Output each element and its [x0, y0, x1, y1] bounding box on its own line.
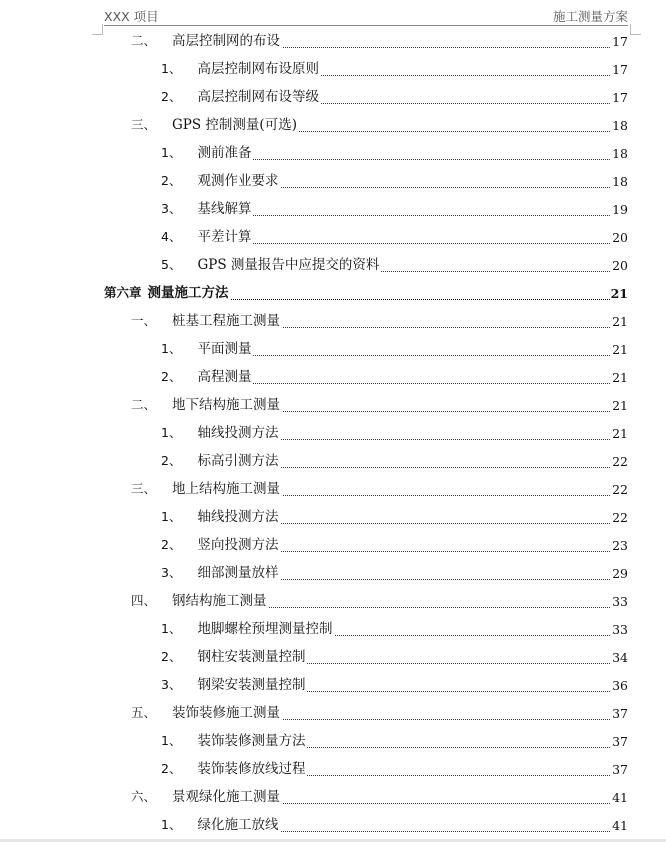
- toc-entry[interactable]: [0, 677, 666, 697]
- toc-entry[interactable]: [0, 369, 666, 389]
- toc-entry-title: 装饰装修施工测量: [172, 705, 281, 721]
- toc-entry-title: 景观绿化施工测量: [172, 789, 281, 805]
- toc-chapter-entry[interactable]: [0, 285, 666, 305]
- toc-page-number: 21: [612, 398, 628, 413]
- toc-entry-label: [161, 533, 280, 553]
- toc-page-number: 41: [612, 818, 628, 833]
- toc-entry[interactable]: [0, 733, 666, 753]
- toc-entry-number: 1、: [161, 341, 182, 356]
- toc-page-number: 33: [612, 622, 628, 637]
- toc-page-number: 37: [612, 734, 628, 749]
- toc-entry[interactable]: [0, 89, 666, 109]
- toc-entry-label: [161, 673, 307, 693]
- toc-entry-title: 测量施工方法: [147, 285, 229, 301]
- toc-page-number: 17: [612, 90, 628, 105]
- toc-entry-label: [131, 477, 282, 497]
- toc-entry-title: 平差计算: [197, 229, 252, 245]
- toc-entry-number: 六、: [131, 789, 157, 804]
- toc-entry-number: 二、: [131, 397, 157, 412]
- toc-page-number: 21: [610, 286, 628, 301]
- toc-entry-title: GPS 测量报告中应提交的资料: [197, 257, 380, 273]
- toc-entry-title: 测前准备: [197, 145, 252, 161]
- toc-entry-number: 2、: [161, 761, 182, 776]
- toc-page-number: 19: [612, 202, 628, 217]
- toc-entry-label: [161, 337, 253, 357]
- toc-entry-number: 1、: [161, 61, 182, 76]
- toc-entry-label: [161, 645, 307, 665]
- toc-entry-label: [161, 617, 334, 637]
- toc-page-number: 21: [612, 370, 628, 385]
- toc-entry[interactable]: [0, 117, 666, 137]
- toc-page-number: 21: [612, 342, 628, 357]
- toc-entry-label: [161, 169, 280, 189]
- toc-entry-label: [131, 785, 282, 805]
- toc-page-number: 18: [612, 146, 628, 161]
- toc-entry[interactable]: [0, 425, 666, 445]
- toc-page-number: 17: [612, 34, 628, 49]
- toc-entry[interactable]: [0, 761, 666, 781]
- toc-entry-label: [161, 561, 280, 581]
- toc-entry[interactable]: [0, 313, 666, 333]
- toc-page-number: 22: [612, 510, 628, 525]
- toc-entry-number: 2、: [161, 173, 182, 188]
- toc-entry[interactable]: [0, 817, 666, 837]
- toc-page-number: 37: [612, 706, 628, 721]
- toc-page-number: 17: [612, 62, 628, 77]
- toc-entry-label: [161, 141, 253, 161]
- toc-entry[interactable]: [0, 593, 666, 613]
- toc-entry-title: 钢结构施工测量: [172, 593, 267, 609]
- toc-entry-number: 3、: [161, 677, 182, 692]
- toc-entry[interactable]: [0, 341, 666, 361]
- toc-entry-number: 1、: [161, 817, 182, 832]
- toc-entry-title: 高程测量: [197, 369, 252, 385]
- toc-entry-number: 3、: [161, 565, 182, 580]
- toc-entry-number: 2、: [161, 453, 182, 468]
- toc-entry[interactable]: [0, 453, 666, 473]
- toc-page-number: 37: [612, 762, 628, 777]
- toc-entry-title: 轴线投测方法: [197, 509, 279, 525]
- toc-entry-number: 第六章: [104, 285, 142, 300]
- toc-entry-number: 1、: [161, 621, 182, 636]
- header-project-name: XXX 项目: [104, 9, 159, 24]
- toc-entry[interactable]: [0, 649, 666, 669]
- toc-page-number: 29: [612, 566, 628, 581]
- toc-page-number: 41: [612, 790, 628, 805]
- toc-entry[interactable]: [0, 705, 666, 725]
- toc-entry-label: [131, 589, 269, 609]
- toc-entry-title: 基线解算: [197, 201, 252, 217]
- toc-entry[interactable]: [0, 565, 666, 585]
- toc-entry-label: [161, 225, 253, 245]
- toc-page-number: 23: [612, 538, 628, 553]
- toc-entry-title: 绿化施工放线: [197, 817, 279, 833]
- header-rule: [104, 25, 628, 26]
- toc-entry-title: 钢梁安装测量控制: [197, 677, 306, 693]
- toc-entry-title: 桩基工程施工测量: [172, 313, 281, 329]
- toc-entry-label: [131, 113, 299, 133]
- toc-entry-label: [131, 701, 282, 721]
- toc-entry-title: GPS 控制测量(可选): [172, 117, 297, 133]
- toc-entry-number: 1、: [161, 733, 182, 748]
- toc-entry-title: 细部测量放样: [197, 565, 279, 581]
- toc-page-number: 18: [612, 118, 628, 133]
- toc-entry-title: 竖向投测方法: [197, 537, 279, 553]
- toc-page-number: 18: [612, 174, 628, 189]
- toc-entry-label: [131, 309, 282, 329]
- toc-entry-title: 观测作业要求: [197, 173, 279, 189]
- toc-entry-label: [131, 29, 282, 49]
- toc-entry[interactable]: [0, 397, 666, 417]
- toc-page-number: 21: [612, 426, 628, 441]
- toc-entry-number: 二、: [131, 33, 157, 48]
- toc-page-number: 21: [612, 314, 628, 329]
- toc-entry-label: [161, 729, 307, 749]
- toc-entry-label: [161, 253, 381, 273]
- toc-entry-title: 平面测量: [197, 341, 252, 357]
- toc-entry-label: [161, 421, 280, 441]
- toc-page-number: 22: [612, 482, 628, 497]
- toc-entry-number: 1、: [161, 145, 182, 160]
- toc-entry-number: 4、: [161, 229, 182, 244]
- toc-entry[interactable]: [0, 61, 666, 81]
- toc-entry-label: [161, 365, 253, 385]
- toc-entry-label: [161, 505, 280, 525]
- toc-page-number: 20: [612, 230, 628, 245]
- toc-entry-title: 高层控制网布设原则: [197, 61, 319, 77]
- toc-entry-number: 3、: [161, 201, 182, 216]
- toc-entry-number: 2、: [161, 537, 182, 552]
- toc-entry[interactable]: [0, 33, 666, 53]
- toc-entry-number: 五、: [131, 705, 157, 720]
- toc-entry[interactable]: [0, 537, 666, 557]
- toc-entry-number: 5、: [161, 257, 182, 272]
- toc-entry[interactable]: [0, 201, 666, 221]
- toc-entry-title: 地脚螺栓预埋测量控制: [197, 621, 333, 637]
- toc-entry-number: 2、: [161, 369, 182, 384]
- toc-page-number: 22: [612, 454, 628, 469]
- toc-entry-number: 三、: [131, 481, 157, 496]
- toc-entry[interactable]: [0, 509, 666, 529]
- toc-page-number: 36: [612, 678, 628, 693]
- toc-page-number: 33: [612, 594, 628, 609]
- toc-entry-label: [161, 449, 280, 469]
- toc-entry-title: 钢柱安装测量控制: [197, 649, 306, 665]
- toc-entry-title: 高层控制网布设等级: [197, 89, 319, 105]
- toc-entry-number: 三、: [131, 117, 157, 132]
- toc-entry[interactable]: [0, 229, 666, 249]
- toc-page-number: 20: [612, 258, 628, 273]
- toc-entry-number: 一、: [131, 313, 157, 328]
- toc-entry-number: 四、: [131, 593, 157, 608]
- toc-entry-label: [161, 57, 321, 77]
- toc-page-number: 34: [612, 650, 628, 665]
- toc-entry-title: 轴线投测方法: [197, 425, 279, 441]
- toc-entry-title: 装饰装修测量方法: [197, 733, 306, 749]
- toc-entry-label: [161, 85, 321, 105]
- toc-entry[interactable]: [0, 257, 666, 277]
- toc-entry[interactable]: [0, 145, 666, 165]
- toc-entry-number: 2、: [161, 649, 182, 664]
- toc-entry-title: 装饰装修放线过程: [197, 761, 306, 777]
- toc-entry-title: 高层控制网的布设: [172, 33, 281, 49]
- toc-entry-label: [161, 197, 253, 217]
- toc-entry-number: 1、: [161, 425, 182, 440]
- toc-entry[interactable]: [0, 481, 666, 501]
- toc-entry-title: 地下结构施工测量: [172, 397, 281, 413]
- toc-entry-label: [161, 757, 307, 777]
- toc-entry-title: 地上结构施工测量: [172, 481, 281, 497]
- toc-entry[interactable]: [0, 621, 666, 641]
- toc-entry-label: [131, 393, 282, 413]
- toc-entry-number: 1、: [161, 509, 182, 524]
- toc-entry-title: 标高引测方法: [197, 453, 279, 469]
- header-document-title: 施工测量方案: [552, 9, 628, 24]
- toc-entry-label: [104, 281, 231, 301]
- toc-entry-label: [161, 813, 280, 833]
- toc-entry[interactable]: [0, 789, 666, 809]
- toc-entry-number: 2、: [161, 89, 182, 104]
- toc-entry[interactable]: [0, 173, 666, 193]
